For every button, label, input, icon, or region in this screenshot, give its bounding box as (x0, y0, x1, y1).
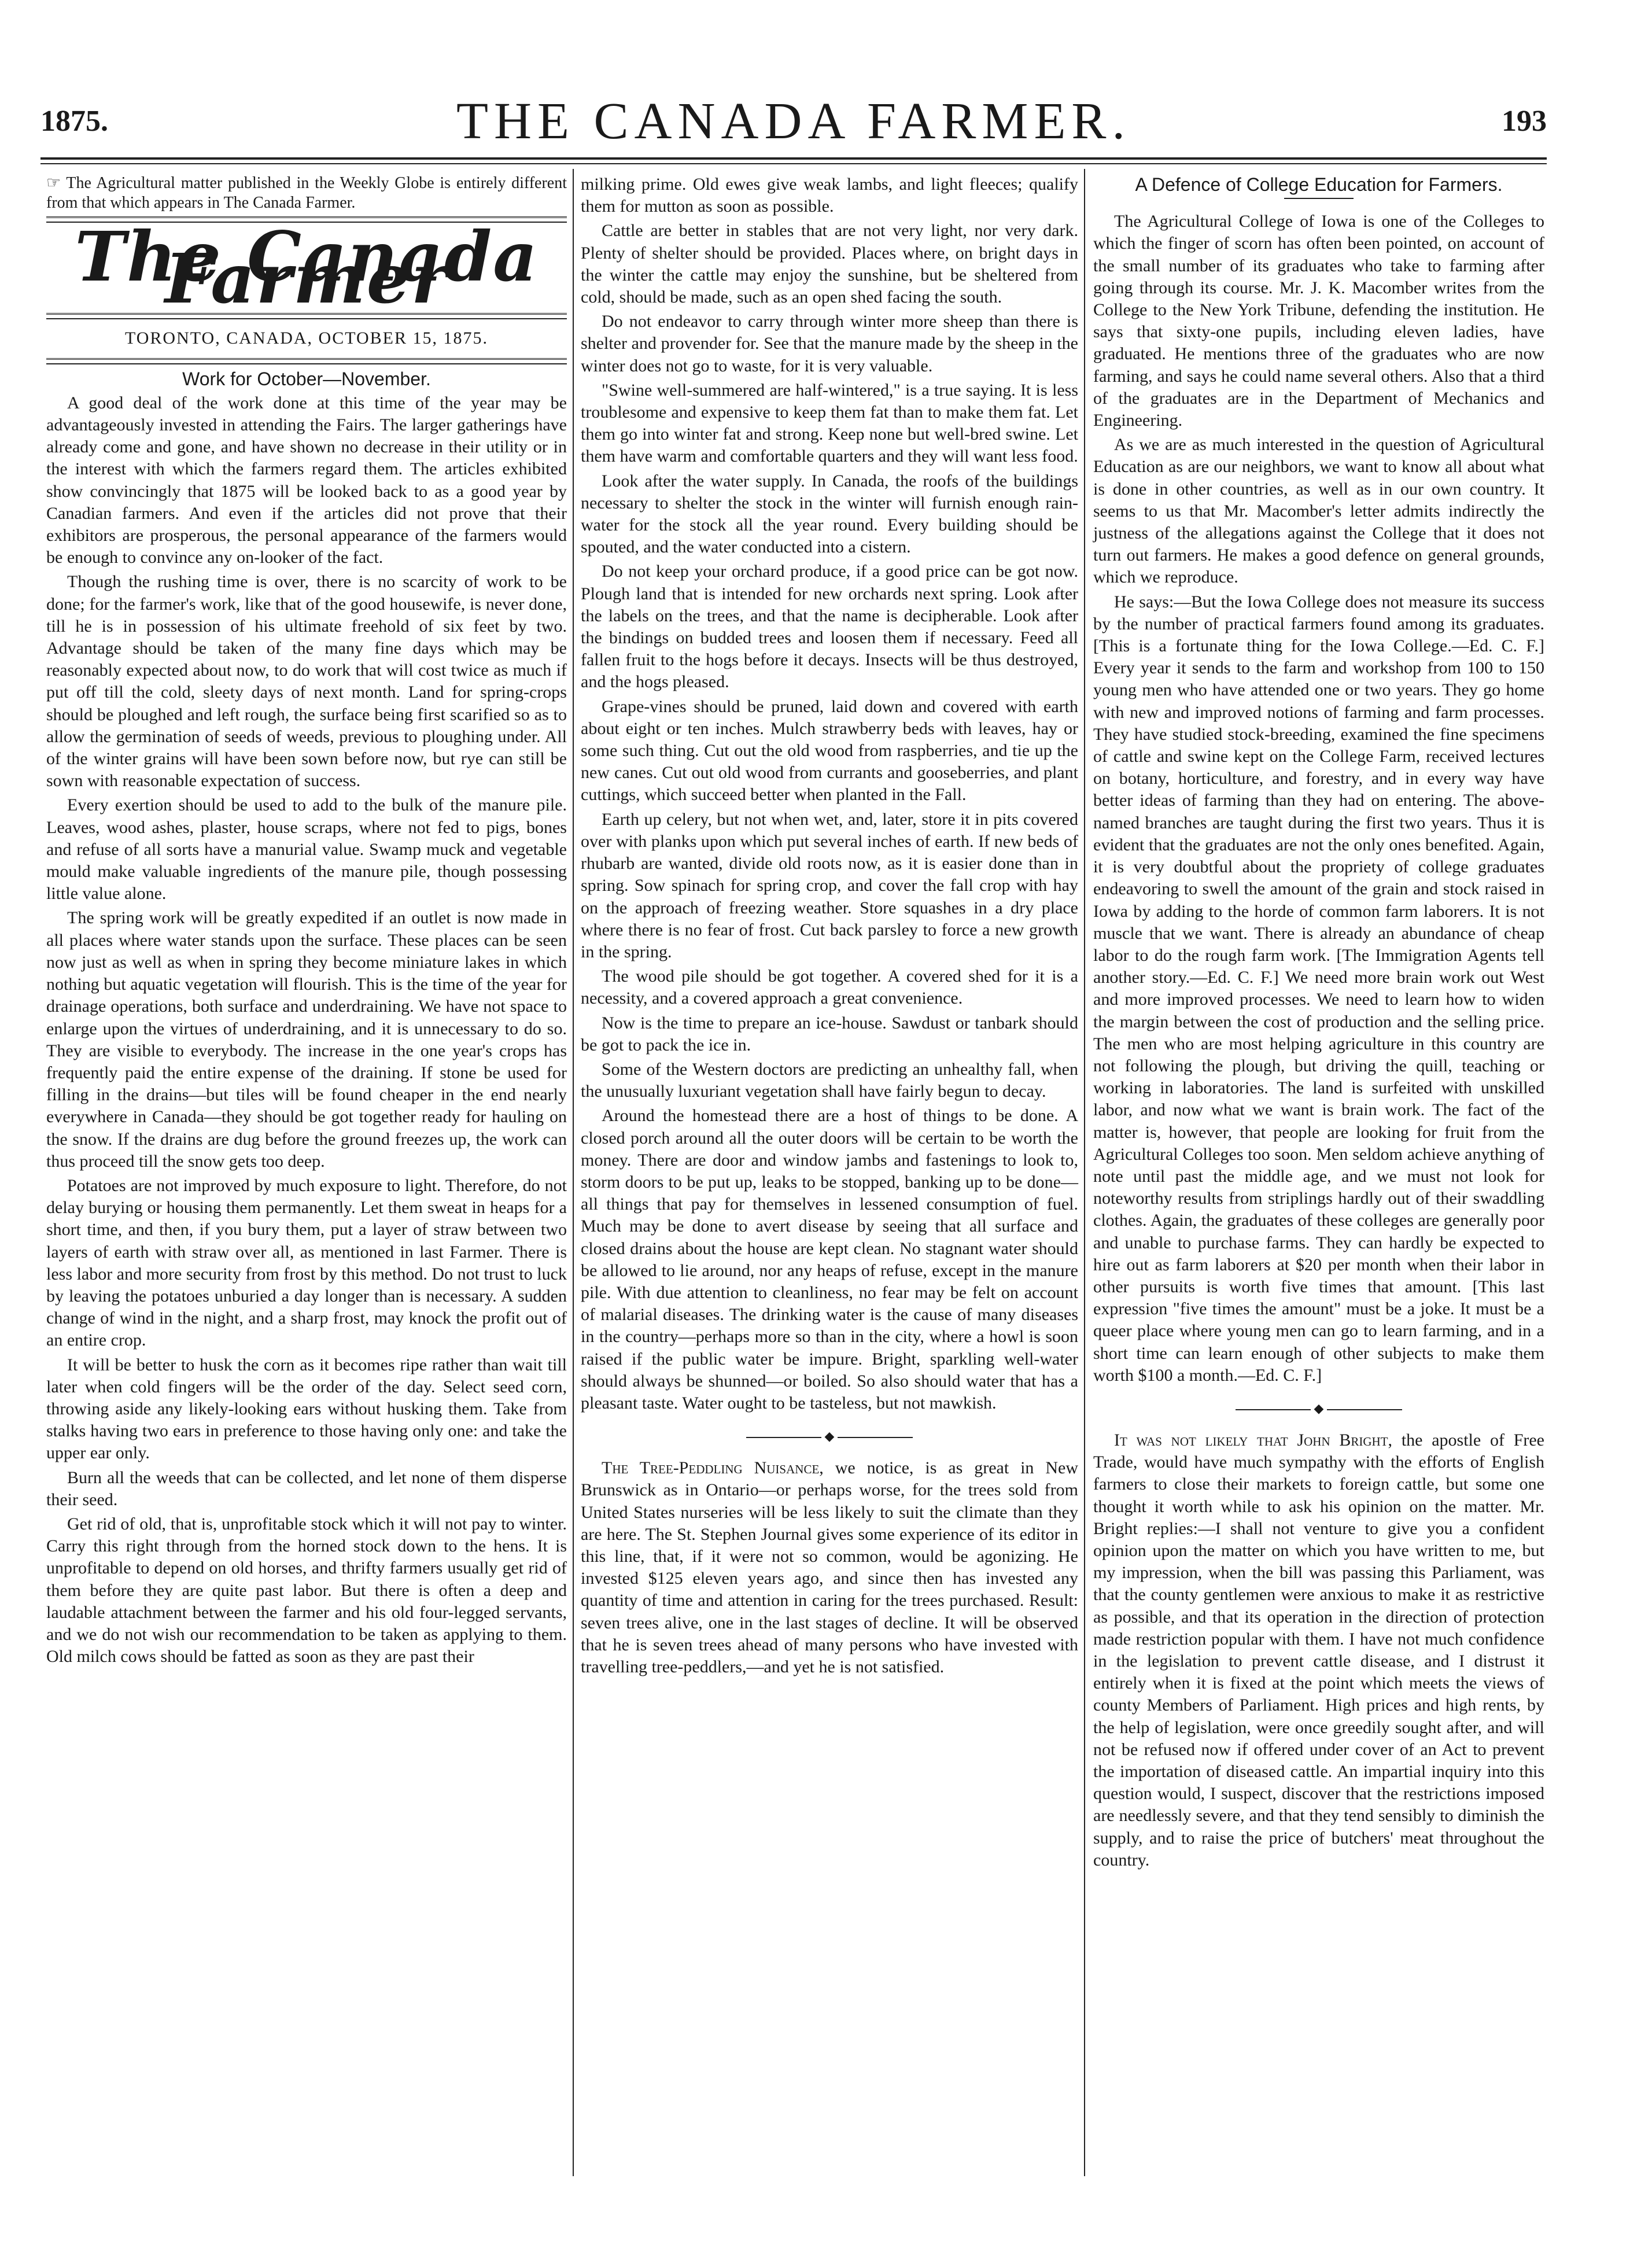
dateline: TORONTO, CANADA, OCTOBER 15, 1875. (124, 329, 489, 348)
article-paragraph: Burn all the weeds that can be collected, and let none of them disperse their seed. (46, 1468, 567, 1509)
article-paragraph: Some of the Western doctors are predicting an unhealthy fall, when the unusually luxuriant vegetation shall have fairly begun to decay. (581, 1059, 1078, 1101)
article-paragraph: It will be better to husk the corn as it becomes ripe rather than wait till later when cold fingers will be the order of the day. Select seed corn, throwing aside any likely-looking ears without husking them. Take from stalks having two ears in preference to those having only one: and take the upper ear only. (46, 1355, 567, 1463)
article-paragraph: As we are as much interested in the question of Agricultural Education as are our neighbors, we want to know all about what is done in other countries, as well as in our own country. It seems to us that Mr. Macomber's letter admits indirectly the justness of the allegations against the College that it does not turn out farmers. He makes a good defence on general grounds, which we reproduce. (1093, 435, 1544, 587)
article-paragraph: "Swine well-summered are half-wintered," is a true saying. It is less troublesome and expensive to keep them fat than to make them fat. Let them go into winter fat and strong. Keep none but well-bred swine. Let them have warm and comfortable quarters and they will want less food. (581, 380, 1078, 466)
article-paragraph: Now is the time to prepare an ice-house. Sawdust or tanbark should be got to pack the ice in. (581, 1013, 1078, 1055)
article-paragraph: The Agricultural College of Iowa is one of the Colleges to which the finger of scorn has often been pointed, on account of the small number of its graduates who take to farming after going through its course. Mr. J. K. Macomber writes from the College to the New York Tribune, defending the institution. He says that sixty-one pupils, including eleven ladies, have graduated. He mentions three of the graduates who are now farming, and says he could name several others. Also that a third of the graduates are in the Department of Mechanics and Engineering. (1093, 212, 1544, 430)
headline-rule (1284, 198, 1354, 199)
header-rule (40, 157, 1547, 160)
article-paragraph: He says:—But the Iowa College does not measure its success by the number of practical farmers found among its graduates. [This is a fortunate thing for the Iowa College.—Ed. C. F.] Every year it sends to the farm and workshop from 100 to 150 young men who have attended one or two years. They go home with new and improved notions of farming and farm processes. They have studied stock-breeding, examined the fine specimens of cattle and swine kept on the College Farm, received lectures on botany, horticulture, and forestry, and in every way have better ideas of farming than they had on entering. The above-named branches are taught during the first two years. Thus it is evident that the graduates are not the only ones benefited. Again, it is very doubtful about the propriety of college graduates endeavoring to swell the amount of the grain and stock raised in Iowa by adding to the horde of common farm laborers. It is not muscle that we want. There is already an abundance of cheap labor to do the rough farm work. [The Immigration Agents tell another story.—Ed. C. F.] We need more brain work out West and more improved processes. We need to learn how to widen the margin between the cost of production and the selling price. The men who are most helping agriculture in this country are not following the plough, but driving the quill, teaching or working in laboratories. The land is surfeited with unskilled labor, and now what we want is brain work. The fact of the matter is, however, that people are looking for fruit from the Agricultural Colleges too soon. Men seldom achieve anything of note until past the middle age, and we must not look for noteworthy results from striplings hardly out of their swaddling clothes. Again, the graduates of these colleges are generally poor and unable to purchase farms. They can hardly be expected to hire out as farm laborers at $20 per month when their labor in other pursuits is worth five times that amount. [This last expression "five times the amount" must be a joke. It must be a queer place where young men can go to learn farming, and in a short time can learn enough of other subjects to make them worth $100 a month.—Ed. C. F.] (1093, 592, 1544, 1385)
column-1 (46, 174, 567, 1670)
section-divider: ◆ (581, 1429, 1078, 1443)
header-year: 1875. (40, 105, 108, 138)
article-paragraph: Every exertion should be used to add to the bulk of the manure pile. Leaves, wood ashes, plaster, house scraps, where not fed to pigs, bones and refuse of all sorts have a manurial value. Swamp muck and vegetable mould make valuable ingredients of the manure pile, though possessing little value alone. (46, 795, 567, 904)
column-divider-2 (1084, 169, 1085, 2176)
section-divider: ◆ (1093, 1402, 1544, 1415)
article-paragraph: Grape-vines should be pruned, laid down and covered with earth about eight or ten inches. Mulch strawberry beds with leaves, hay or some such thing. Cut out the old wood from raspberries, and tie up the new canes. Cut out old wood from currants and gooseberries, and plant cuttings, which succeed better when planted in the Fall. (581, 696, 1078, 805)
article-paragraph: Do not endeavor to carry through winter more sheep than there is shelter and provender for. See that the manure made by the sheep in the winter does not go to waste, for it is very valuable. (581, 312, 1078, 375)
news-item (581, 1457, 1078, 1678)
column-2 (581, 174, 1078, 1680)
article-paragraph: Potatoes are not improved by much exposure to light. Therefore, do not delay burying or housing them permanently. Let them sweat in heaps for a short time, and then, if you bury them, put a layer of straw between two layers of earth with straw over all, as mentioned in last Farmer. There is less labor and more security from frost by this method. Do not trust to luck by leaving the potatoes unburied a day longer than is necessary. A sudden change of wind in the night, and a sharp frost, may knock the profit out of an entire crop. (46, 1175, 567, 1350)
news-item-text: we notice, is as great in New Brunswick as in Ontario—or perhaps worse, for the trees sold from United States nurseries will be less likely to suit the climate than they are here. The St. Stephen Journal gives some experience of its editor in this line, that, if it were not so common, would be agonizing. He invested $125 eleven years ago, and since then has invested any quantity of time and attention in caring for the trees purchased. Result: seven trees alive, one in the last stages of decline. It will be observed that he is seven trees ahead of many persons who have invested with travelling tree-peddlers,—and yet he is not satisfied. (581, 1458, 1079, 1676)
masthead-title: The Canada Farmer (75, 216, 539, 319)
column-3 (1093, 174, 1544, 1874)
article-paragraph: Though the rushing time is over, there is no scarcity of work to be done; for the farmer's work, like that of the good housewife, is never done, till he is in possession of his ultimate freehold of six feet by two. Advantage should be taken of the many fine days which may be reasonably expected about now, to do work that will cost twice as much if put off till the cold, sleety days of next month. Land for spring-crops should be ploughed and left rough, the surface being first scarified so as to allow the germination of seeds of weeds, previous to ploughing under. All of the winter grains will have been sown before now, but rye can still be sown with reasonable expectation of success. (46, 572, 567, 791)
header-rule-thin (40, 163, 1547, 164)
article-headline: A Defence of College Education for Farmers. (1135, 174, 1503, 195)
article-headline: Work for October—November. (182, 368, 431, 389)
news-item-lead: It was not likely that John Bright, (1114, 1430, 1393, 1450)
article-paragraph: Look after the water supply. In Canada, the roofs of the buildings necessary to shelter the stock in the winter will furnish enough rain-water for the stock all the year round. Every building should be spouted, and the water conducted into a cistern. (581, 471, 1078, 557)
news-item-text: the apostle of Free Trade, would have much sympathy with the efforts of English farmers to close their markets to foreign cattle, but some one thought it worth while to ask his opinion on the matter. Mr. Bright replies:—I shall not venture to give you a confident opinion upon the matter on which you have written to me, but my impression, when the bill was passing this Parliament, was that the county gentlemen were anxious to make it as restrictive as possible, and that its operation in the direction of protection made restriction popular with them. I have not much confidence in the legislation to prevent cattle disease, and I distrust it entirely when it is fixed at the point which meets the views of county Members of Parliament. High prices and high rents, by the help of legislation, were once greedily sought after, and will not be refused now if offered under cover of an Act to prevent the importation of diseased cattle. An impartial inquiry into this question would, I suspect, discover that the restrictions imposed are needlessly severe, and that they tend sensibly to diminish the supply, and to raise the price of butchers' meat throughout the country. (1093, 1430, 1544, 1870)
article-paragraph: The wood pile should be got together. A covered shed for it is a necessity, and a covered approach a great convenience. (581, 967, 1078, 1008)
notice-text: ☞ The Agricultural matter published in the Weekly Globe is entirely different from that which appears in The Canada Farmer. (46, 174, 567, 212)
article-paragraph: Get rid of old, that is, unprofitable stock which it will not pay to winter. Carry this right through from the horned stock down to the hens. It is unprofitable to depend on old horses, and thrifty farmers usually get rid of them before they are quite past labor. But there is often a deep and laudable attachment between the farmer and his old four-legged servants, and we do not wish our recommendation to be taken as applying to them. Old milch cows should be fatted as soon as they are past their (46, 1514, 567, 1667)
article-paragraph: Cattle are better in stables that are not very light, nor very dark. Plenty of shelter should be provided. Places where, on bright days in the winter the cattle may enjoy the sunshine, but be sheltered from cold, should be made, such as an open shed facing the south. (581, 221, 1078, 307)
article-paragraph: milking prime. Old ewes give weak lambs, and light fleeces; qualify them for mutton as soon as possible. (581, 175, 1078, 216)
column-divider-1 (573, 169, 574, 2176)
news-item-lead: The Tree-Peddling Nuisance, (602, 1458, 824, 1478)
article-paragraph: A good deal of the work done at this time of the year may be advantageously invested in attending the Fairs. The larger gatherings have already come and gone, and have shown no decrease in their utility or in the interest with which the farmers regard them. The articles exhibited show convincingly that 1875 will be looked back to as a good year by Canadian farmers. And even if the articles did not prove that their exhibitors are prosperous, the personal appearance of the farmers would be enough to convince any on-looker of the fact. (46, 393, 567, 567)
article-paragraph: Earth up celery, but not when wet, and, later, store it in pits covered over with planks upon which put several inches of earth. If new beds of rhubarb are wanted, divide old roots now, as it is easier done than in spring. Sow spinach for spring crop, and cover the fall crop with hay on the approach of freezing weather. Store squashes in a dry place where there is no fear of frost. Cut back parsley to force a new growth in the spring. (581, 809, 1078, 961)
header-title: THE CANADA FARMER. (456, 93, 1131, 150)
header-page-number: 193 (1502, 105, 1547, 138)
dateline-rule (46, 358, 567, 364)
article-paragraph: The spring work will be greatly expedited if an outlet is now made in all places where water stands upon the surface. These places can be seen now just as well as when in spring they become miniature lakes in which nothing but aquatic vegetation will flourish. This is the time of the year for drainage operations, both surface and underdraining. We have not space to enlarge upon the virtues of underdraining, and it is unnecessary to do so. They are visible to everybody. The increase in the one year's crops has frequently paid the entire expense of the draining. If stone be used for filling in the drains—but tiles will be found cheaper in the end nearly everywhere in Canada—they should be got together ready for hauling on the snow. If the drains are dug before the ground freezes up, the work can thus proceed till the snow gets too deep. (46, 908, 567, 1171)
article-paragraph: Do not keep your orchard produce, if a good price can be got now. Plough land that is intended for new orchards next spring. Look after the labels on the trees, and that the name is decipherable. Look after the bindings on budded trees and loosen them if necessary. Feed all fallen fruit to the hogs before it decays. Insects will be thus destroyed, and the hogs pleased. (581, 562, 1078, 692)
news-item (1093, 1429, 1544, 1871)
page-header (40, 81, 1547, 150)
article-paragraph: Around the homestead there are a host of things to be done. A closed porch around all the outer doors will be certain to be worth the money. There are door and window jambs and fastenings to look to, storm doors to be put up, leaks to be stopped, banking up to be done—all things that pay for themselves in lessened consumption of fuel. Much may be done to avert disease by seeing that all surface and closed drains about the house are kept clean. No stagnant water should be allowed to lie around, nor any heaps of refuse, except in the manure pile. With due attention to cleanliness, no fear may be felt on account of malarial diseases. The drinking water is the cause of many diseases in the country—perhaps more so than in the city, where a howl is soon raised if the public water be impure. Bright, sparkling well-water should always be shunned—or boiled. So also should water that has a pleasant taste. Water ought to be tasteless, but not mawkish. (581, 1106, 1078, 1413)
